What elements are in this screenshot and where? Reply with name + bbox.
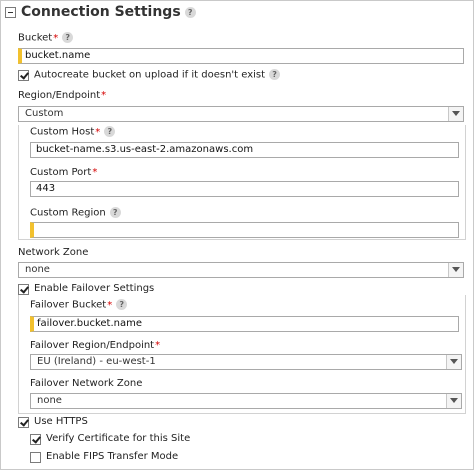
use-https-label: Use HTTPS [34,416,88,427]
section-title: Connection Settings ? [21,4,196,20]
autocreate-checkbox[interactable] [18,70,29,81]
failover-region-select[interactable]: EU (Ireland) - eu-west-1 [30,354,462,370]
chevron-down-icon[interactable] [448,263,463,277]
fips-checkbox[interactable] [30,452,41,463]
help-icon[interactable]: ? [185,7,196,18]
use-https-checkbox[interactable] [18,417,29,428]
network-zone-label: Network Zone [18,247,89,258]
help-icon[interactable]: ? [62,32,73,43]
failover-region-label: Failover Region/Endpoint* [30,340,161,351]
failover-bucket-label: Failover Bucket* ? [30,299,127,311]
chevron-down-icon[interactable] [446,355,461,369]
help-icon[interactable]: ? [104,126,115,137]
chevron-down-icon[interactable] [446,394,461,408]
custom-region-label: Custom Region ? [30,207,121,219]
failover-zone-select[interactable]: none [30,393,462,409]
region-label: Region/Endpoint* [18,90,107,101]
custom-port-input[interactable]: 443 [30,181,459,197]
required-mark: * [53,32,59,44]
collapse-icon[interactable] [5,7,16,18]
network-zone-select[interactable]: none [18,262,464,278]
help-icon[interactable]: ? [110,207,121,218]
required-mark: * [92,167,98,178]
custom-region-input[interactable] [30,222,459,238]
required-mark: * [95,126,101,138]
custom-port-label: Custom Port* [30,167,98,178]
fips-label: Enable FIPS Transfer Mode [46,451,179,462]
help-icon[interactable]: ? [269,69,280,80]
verify-certificate-label: Verify Certificate for this Site [46,433,191,444]
bucket-input[interactable]: bucket.name [18,48,464,64]
custom-host-label: Custom Host* ? [30,126,115,138]
required-mark: * [155,340,161,351]
help-icon[interactable]: ? [116,299,127,310]
required-mark: * [107,299,113,311]
enable-failover-checkbox[interactable] [18,284,29,295]
custom-host-input[interactable]: bucket-name.s3.us-east-2.amazonaws.com [30,142,459,158]
region-select[interactable]: Custom [18,106,464,122]
chevron-down-icon[interactable] [448,107,463,121]
verify-certificate-checkbox[interactable] [30,434,41,445]
bucket-label: Bucket* ? [18,32,73,44]
failover-zone-label: Failover Network Zone [30,378,143,389]
failover-bucket-input[interactable]: failover.bucket.name [30,316,459,332]
autocreate-label: Autocreate bucket on upload if it doesn't exist ? [34,69,280,81]
enable-failover-label: Enable Failover Settings [34,283,155,294]
section-header [1,1,473,27]
required-mark: * [101,90,107,101]
